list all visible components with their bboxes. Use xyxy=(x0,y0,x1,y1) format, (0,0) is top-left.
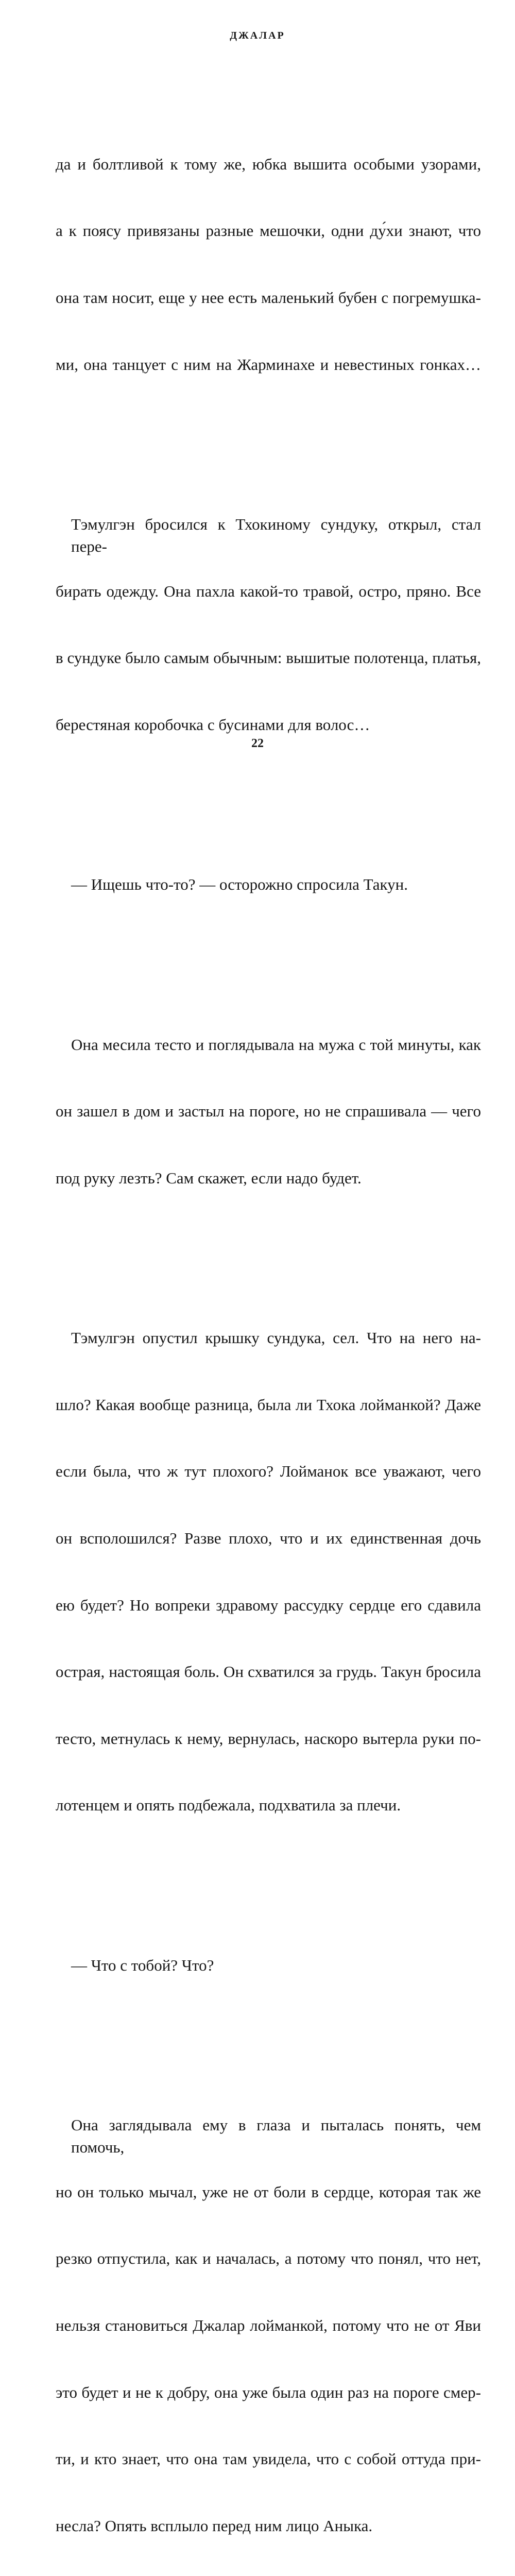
text-line: резко отпустила, как и началась, а потому что понял, что нет, xyxy=(56,2249,481,2268)
text-line: шло? Какая вообще разница, была ли Тхока лойманкой? Даже xyxy=(56,1395,481,1414)
text-line: ею будет? Но вопреки здравому рассудку сердце его сдавила xyxy=(56,1596,481,1614)
text-line: а к поясу привязаны разные мешочки, одни ду́хи знают, что xyxy=(56,222,481,240)
text-line: Тэмулгэн опустил крышку сундука, сел. Что на него на- xyxy=(71,1329,481,1347)
dialogue-line: — Что с тобой? Что? xyxy=(71,1956,214,1974)
text-line: это будет и не к добру, она уже была один раз на пороге смер- xyxy=(56,2383,481,2401)
text-line: ми, она танцует с ним на Жарминахе и невестиных гонках… xyxy=(56,355,481,374)
text-line: бирать одежду. Она пахла какой-то травой, остро, пряно. Все xyxy=(56,582,481,600)
text-line: под руку лезть? Сам скажет, если надо будет. xyxy=(56,1168,362,1187)
text-line: несла? Опять всплыло перед ним лицо Аныка. xyxy=(56,2516,373,2535)
text-line: но он только мычал, уже не от боли в сердце, которая так же xyxy=(56,2182,481,2201)
text-line: он всполошился? Разве плохо, что и их единственная дочь xyxy=(56,1529,481,1547)
text-line: в сундуке было самым обычным: вышитые полотенца, платья, xyxy=(56,649,481,667)
text-line: лотенцем и опять подбежала, подхватила за плечи. xyxy=(56,1796,401,1815)
body-text xyxy=(56,64,481,2576)
running-head: ДЖАЛАР xyxy=(230,30,285,41)
page-number: 22 xyxy=(251,737,264,750)
text-line: Она месила тесто и поглядывала на мужа с той минуты, как xyxy=(71,1035,481,1054)
text-line: Она заглядывала ему в глаза и пыталась понять, чем помочь, xyxy=(71,2116,481,2157)
text-line: ти, и кто знает, что она там увидела, что с собой оттуда при- xyxy=(56,2450,481,2468)
text-line: тесто, метнулась к нему, вернулась, наскоро вытерла руки по- xyxy=(56,1729,481,1748)
text-line: острая, настоящая боль. Он схватился за грудь. Такун бросила xyxy=(56,1663,481,1681)
text-line: берестяная коробочка с бусинами для волос… xyxy=(56,715,370,734)
text-line: Тэмулгэн бросился к Тхокиному сундуку, открыл, стал пере- xyxy=(71,515,481,556)
text-line: она там носит, еще у нее есть маленький бубен с погремушка- xyxy=(56,289,481,307)
text-line: он зашел в дом и застыл на пороге, но не спрашивала — чего xyxy=(56,1102,481,1121)
text-line: да и болтливой к тому же, юбка вышита особыми узорами, xyxy=(56,155,481,173)
dialogue-line: — Ищешь что-то? — осторожно спросила Такун. xyxy=(71,875,408,894)
text-line: нельзя становиться Джалар лойманкой, потому что не от Яви xyxy=(56,2316,481,2334)
text-line: если была, что ж тут плохого? Лойманок все уважают, чего xyxy=(56,1462,481,1481)
